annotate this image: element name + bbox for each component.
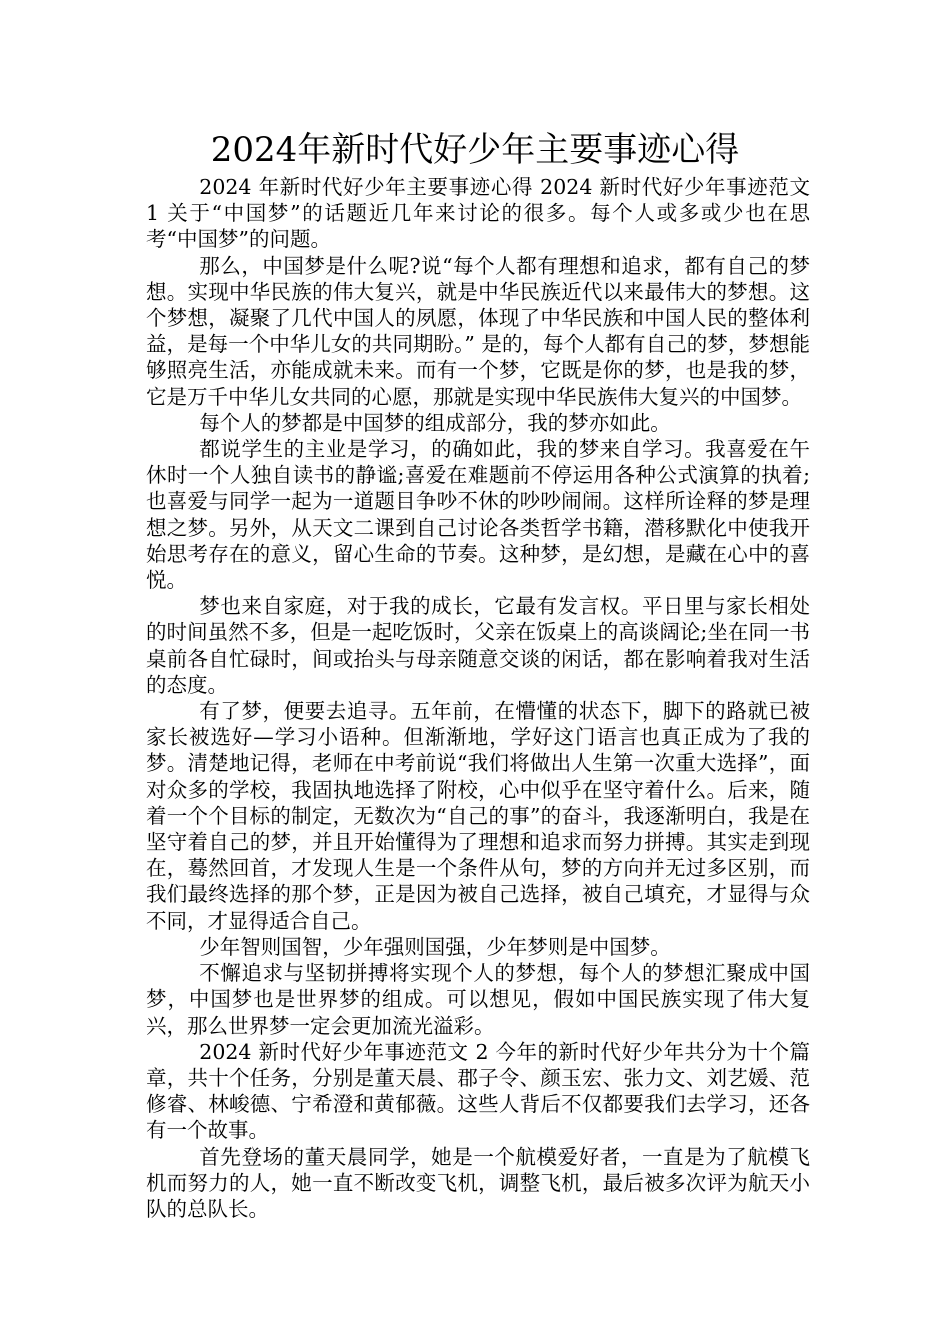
paragraph: 有了梦，便要去追寻。五年前，在懵懂的状态下，脚下的路就已被家长被选好—学习小语种。但渐渐地，学好这门语言也真正成为了我的梦。清楚地记得，老师在中考前说“我们将做出人生第一次重大选择”，面对众多的学校，我固执地选择了附校，心中似乎在坚守着什么。后来，随着一个个目标的制定，无数次为“自己的事”的奋斗，我逐渐明白，我是在坚守着自己的梦，并且开始懂得为了理想和追求而努力拼搏。其实走到现在，蓦然回首，才发现人生是一个条件从句，梦的方向并无过多区别，而我们最终选择的那个梦，正是因为被自己选择，被自己填充，才显得与众不同，才显得适合自己。 [146,699,810,933]
document-title: 2024年新时代好少年主要事迹心得 [210,130,740,170]
document-body [146,174,810,1222]
paragraph: 梦也来自家庭，对于我的成长，它最有发言权。平日里与家长相处的时间虽然不多，但是一起吃饭时，父亲在饭桌上的高谈阔论;坐在同一书桌前各自忙碌时，间或抬头与母亲随意交谈的闲话，都在影响着我对生活的态度。 [146,594,810,697]
paragraph: 都说学生的主业是学习，的确如此，我的梦来自学习。我喜爱在午休时一个人独自读书的静谧;喜爱在难题前不停运用各种公式演算的执着;也喜爱与同学一起为一道题目争吵不休的吵吵闹闹。这样所诠释的梦是理想之梦。另外，从天文二课到自己讨论各类哲学书籍，潜移默化中使我开始思考存在的意义，留心生命的节奏。这种梦，是幻想，是藏在心中的喜悦。 [146,437,810,593]
paragraph: 2024 年新时代好少年主要事迹心得 2024 新时代好少年事迹范文 1 关于“中国梦”的话题近几年来讨论的很多。每个人或多或少也在思考“中国梦”的问题。 [146,175,810,252]
paragraph: 那么，中国梦是什么呢?说“每个人都有理想和追求，都有自己的梦想。实现中华民族的伟大复兴，就是中华民族近代以来最伟大的梦想。这个梦想，凝聚了几代中国人的夙愿，体现了中华民族和中国人民的整体利益，是每一个中华儿女的共同期盼。” 是的，每个人都有自己的梦，梦想能够照亮生活，亦能成就未来。而有一个梦，它既是你的梦，也是我的梦，它是万千中华儿女共同的心愿，那就是实现中华民族伟大复兴的中国梦。 [146,253,810,409]
paragraph: 每个人的梦都是中国梦的组成部分，我的梦亦如此。 [199,410,671,435]
paragraph: 首先登场的董天晨同学，她是一个航模爱好者，一直是为了航模飞机而努力的人，她一直不断改变飞机，调整飞机，最后被多次评为航天小队的总队长。 [146,1144,810,1221]
paragraph: 少年智则国智，少年强则国强，少年梦则是中国梦。 [199,934,671,959]
paragraph: 不懈追求与坚韧拼搏将实现个人的梦想，每个人的梦想汇聚成中国梦，中国梦也是世界梦的组成。可以想见，假如中国民族实现了伟大复兴，那么世界梦一定会更加流光溢彩。 [146,961,810,1038]
paragraph: 2024 新时代好少年事迹范文 2 今年的新时代好少年共分为十个篇章，共十个任务，分别是董天晨、郡子令、颜玉宏、张力文、刘艺媛、范修睿、林峻德、宁希澄和黄郁薇。这些人背后不仅都要我们去学习，还各有一个故事。 [146,1039,810,1143]
